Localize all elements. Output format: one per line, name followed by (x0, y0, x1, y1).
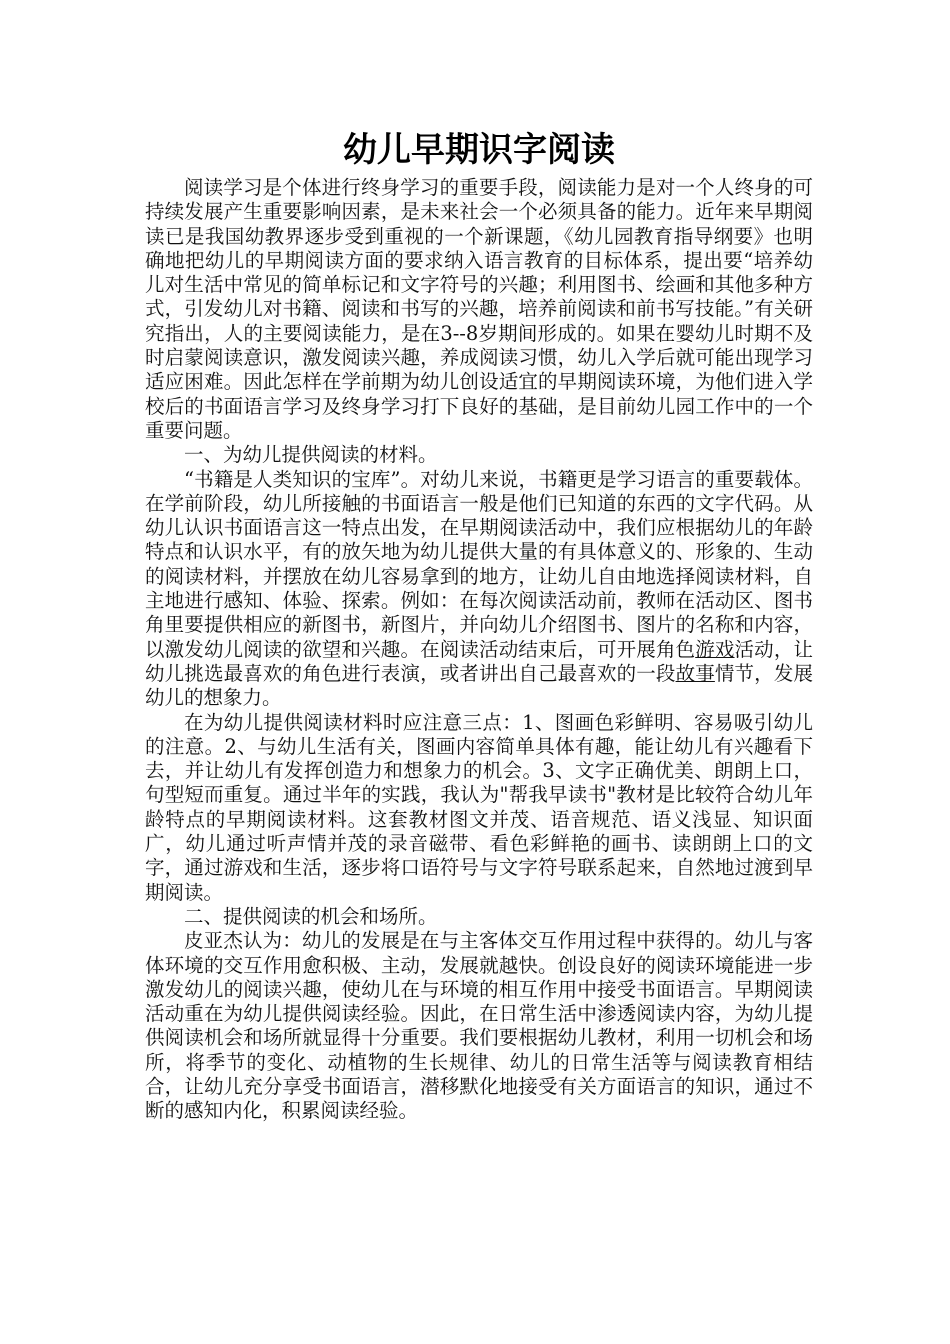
paragraph-text: “书籍是人类知识的宝库”。对幼儿来说，书籍更是学习语言的重要载体。在学前阶段，幼儿所接触的书面语言一般是他们已知道的东西的文字代码。从幼儿认识书面语言这一特点出发，在早期阅读活动中，我们应根据幼儿的年龄特点和认识水平，有的放矢地为幼儿提供大量的有具体意义的、形象的、生动的阅读材料，并摆放在幼儿容易拿到的地方，让幼儿自由地选择阅读材料，自主地进行感知、体验、探索。例如：在每次阅读活动前，教师在活动区、图书角里要提供相应的新图书，新图片，并向幼儿介绍图书、图片的名称和内容，以激发幼儿阅读的欲望和兴趣。在阅读活动结束后，可开展角色 (145, 467, 813, 661)
section-heading-1: 一、为幼儿提供阅读的材料。 (184, 443, 438, 467)
game-link[interactable]: 游戏 (695, 637, 735, 661)
story-link[interactable]: 故事 (675, 661, 715, 685)
paragraph-intro: 阅读学习是个体进行终身学习的重要手段，阅读能力是对一个人终身的可持续发展产生重要影响因素，是未来社会一个必须具备的能力。近年来早期阅读已是我国幼教界逐步受到重视的一个新课题，《幼儿园教育指导纲要》也明确地把幼儿的早期阅读方面的要求纳入语言教育的目标体系，提出要“培养幼儿对生活中常见的简单标记和文字符号的兴趣；利用图书、绘画和其他多种方式，引发幼儿对书籍、阅读和书写的兴趣，培养前阅读和前书写技能。”有关研究指出，人的主要阅读能力，是在3--8岁期间形成的。如果在婴幼儿时期不及时启蒙阅读意识，激发阅读兴趣，养成阅读习惯，幼儿入学后就可能出现学习适应困难。因此怎样在学前期为幼儿创设适宜的早期阅读环境，为他们进入学校后的书面语言学习及终身学习打下良好的基础，是目前幼儿园工作中的一个重要问题。 (145, 176, 813, 442)
paragraph-material-points: 在为幼儿提供阅读材料时应注意三点：1、图画色彩鲜明、容易吸引幼儿的注意。2、与幼儿生活有关，图画内容简单具体有趣，能让幼儿有兴趣看下去，并让幼儿有发挥创造力和想象力的机会。3、文字正确优美、朗朗上口，句型短而重复。通过半年的实践，我认为"帮我早读书"教材是比较符合幼儿年龄特点的早期阅读材料。这套教材图文并茂、语音规范、语义浅显、知识面广，幼儿通过听声情并茂的录音磁带、看色彩鲜艳的画书、读朗朗上口的文字，通过游戏和生活，逐步将口语符号与文字符号联系起来，自然地过渡到早期阅读。 (145, 710, 813, 904)
document-title: 幼儿早期识字阅读 (343, 130, 615, 170)
paragraph-piaget: 皮亚杰认为：幼儿的发展是在与主客体交互作用过程中获得的。幼儿与客体环境的交互作用愈积极、主动，发展就越快。创设良好的阅读环境能进一步激发幼儿的阅读兴趣，使幼儿在与环境的相互作用中接受书面语言。早期阅读活动重在为幼儿提供阅读经验。因此，在日常生活中渗透阅读内容，为幼儿提供阅读机会和场所就显得十分重要。我们要根据幼儿教材，利用一切机会和场所，将季节的变化、动植物的生长规律、幼儿的日常生活等与阅读教育相结合，让幼儿充分享受书面语言，潜移默化地接受有关方面语言的知识，通过不断的感知内化，积累阅读经验。 (145, 929, 813, 1123)
paragraph-text: 活动，让幼儿挑选最喜欢的角色进行表演，或者讲出自己最喜欢的一段 (145, 637, 813, 685)
document-body (145, 128, 813, 1124)
section-heading-2: 二、提供阅读的机会和场所。 (184, 904, 438, 928)
paragraph-text: 情节，发展幼儿的想象力。 (145, 661, 813, 710)
paragraph-reading-materials (145, 468, 813, 711)
